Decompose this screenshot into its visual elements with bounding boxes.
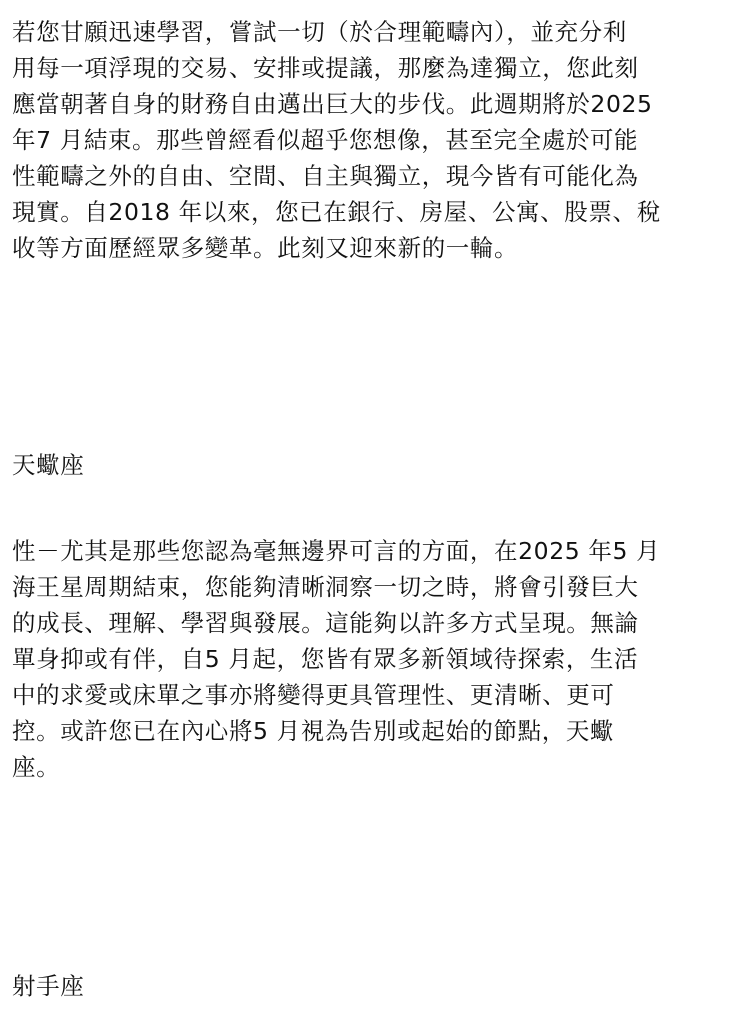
paragraph-line: 應當朝著自身的財務自由邁出巨大的步伐。此週期將於2025 <box>12 90 653 118</box>
paragraph-line: 收等方面歷經眾多變革。此刻又迎來新的一輪。 <box>12 234 519 262</box>
paragraph-line: 現實。自2018 年以來，您已在銀行、房屋、公寓、股票、稅 <box>12 198 661 226</box>
paragraph-line: 若您甘願迅速學習，嘗試一切（於合理範疇內），並充分利 <box>12 18 627 46</box>
intro-paragraph <box>12 14 742 266</box>
paragraph-line: 性－尤其是那些您認為毫無邊界可言的方面，在2025 年5 月 <box>12 537 661 565</box>
paragraph-line: 單身抑或有伴，自5 月起，您皆有眾多新領域待探索，生活 <box>12 645 639 673</box>
paragraph-line: 座。 <box>12 753 61 781</box>
paragraph-line: 控。或許您已在內心將5 月視為告別或起始的節點，天蠍 <box>12 717 615 745</box>
paragraph-line: 年7 月結束。那些曾經看似超乎您想像，甚至完全處於可能 <box>12 126 639 154</box>
sagittarius-heading: 射手座 <box>12 972 85 1000</box>
paragraph-line: 的成長、理解、學習與發展。這能夠以許多方式呈現。無論 <box>12 609 639 637</box>
scorpio-paragraph <box>12 533 742 785</box>
scorpio-heading: 天蠍座 <box>12 451 85 479</box>
paragraph-line: 性範疇之外的自由、空間、自主與獨立，現今皆有可能化為 <box>12 162 639 190</box>
paragraph-line: 中的求愛或床單之事亦將變得更具管理性、更清晰、更可 <box>12 681 615 709</box>
paragraph-line: 海王星周期結束，您能夠清晰洞察一切之時，將會引發巨大 <box>12 573 639 601</box>
paragraph-line: 用每一項浮現的交易、安排或提議，那麼為達獨立，您此刻 <box>12 54 639 82</box>
